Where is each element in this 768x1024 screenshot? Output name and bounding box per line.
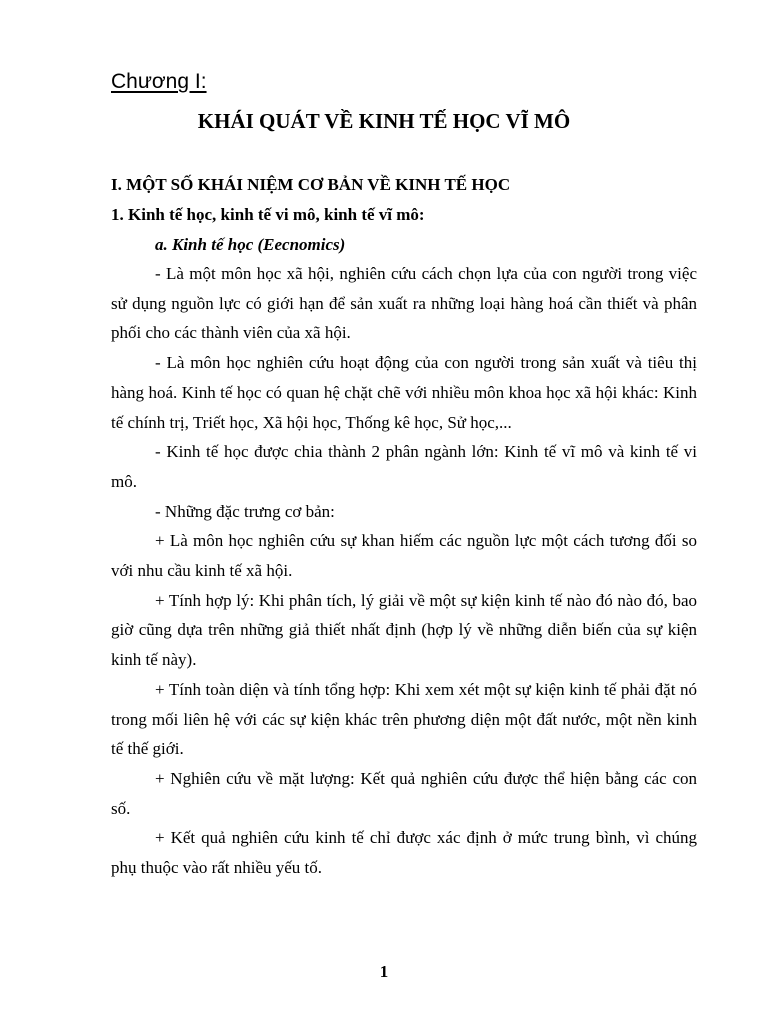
chapter-title: KHÁI QUÁT VỀ KINH TẾ HỌC VĨ MÔ <box>197 109 571 133</box>
paragraph-feature-rationality: + Tính hợp lý: Khi phân tích, lý giải về một sự kiện kinh tế nào đó nào đó, bao giờ cũng dựa trên những giả thiết nhất định (hợp lý về những diễn biến của sự kiện kinh tế này). <box>111 590 697 670</box>
chapter-label: Chương I: <box>111 70 207 93</box>
body-text <box>111 259 697 883</box>
subsection-heading: 1. Kinh tế học, kinh tế vi mô, kinh tế vĩ mô: <box>111 205 425 224</box>
paragraph-feature-average: + Kết quả nghiên cứu kinh tế chỉ được xác định ở mức trung bình, vì chúng phụ thuộc vào rất nhiều yếu tố. <box>111 828 697 878</box>
page-number: 1 <box>379 962 389 981</box>
paragraph-feature-quantitative: + Nghiên cứu về mặt lượng: Kết quả nghiên cứu được thể hiện bằng các con số. <box>111 768 697 818</box>
paragraph-definition-1: - Là một môn học xã hội, nghiên cứu cách chọn lựa của con người trong việc sử dụng nguồn lực có giới hạn để sản xuất ra những loại hàng hoá cần thiết và phân phối cho các thành viên của xã hội. <box>111 264 697 343</box>
section-heading: I. MỘT SỐ KHÁI NIỆM CƠ BẢN VỀ KINH TẾ HỌC <box>111 175 511 194</box>
subsubsection-heading: a. Kinh tế học (Eecnomics) <box>155 235 346 254</box>
paragraph-feature-comprehensive: + Tính toàn diện và tính tổng hợp: Khi xem xét một sự kiện kinh tế phải đặt nó trong mối liên hệ với các sự kiện khác trên phương diện một đất nước, một nền kinh tế thế giới. <box>111 679 697 759</box>
paragraph-definition-2: - Là môn học nghiên cứu hoạt động của con người trong sản xuất và tiêu thị hàng hoá. Kinh tế học có quan hệ chặt chẽ với nhiều môn khoa học xã hội khác: Kinh tế chính trị, Triết học, Xã hội học, Thống kê học, Sử học,... <box>111 353 697 432</box>
paragraph-feature-scarcity: + Là môn học nghiên cứu sự khan hiếm các nguồn lực một cách tương đối so với nhu cầu kinh tế xã hội. <box>111 531 697 581</box>
paragraph-features-intro: - Những đặc trưng cơ bản: <box>155 501 335 521</box>
paragraph-branches: - Kinh tế học được chia thành 2 phân ngành lớn: Kinh tế vĩ mô và kinh tế vi mô. <box>111 442 697 491</box>
